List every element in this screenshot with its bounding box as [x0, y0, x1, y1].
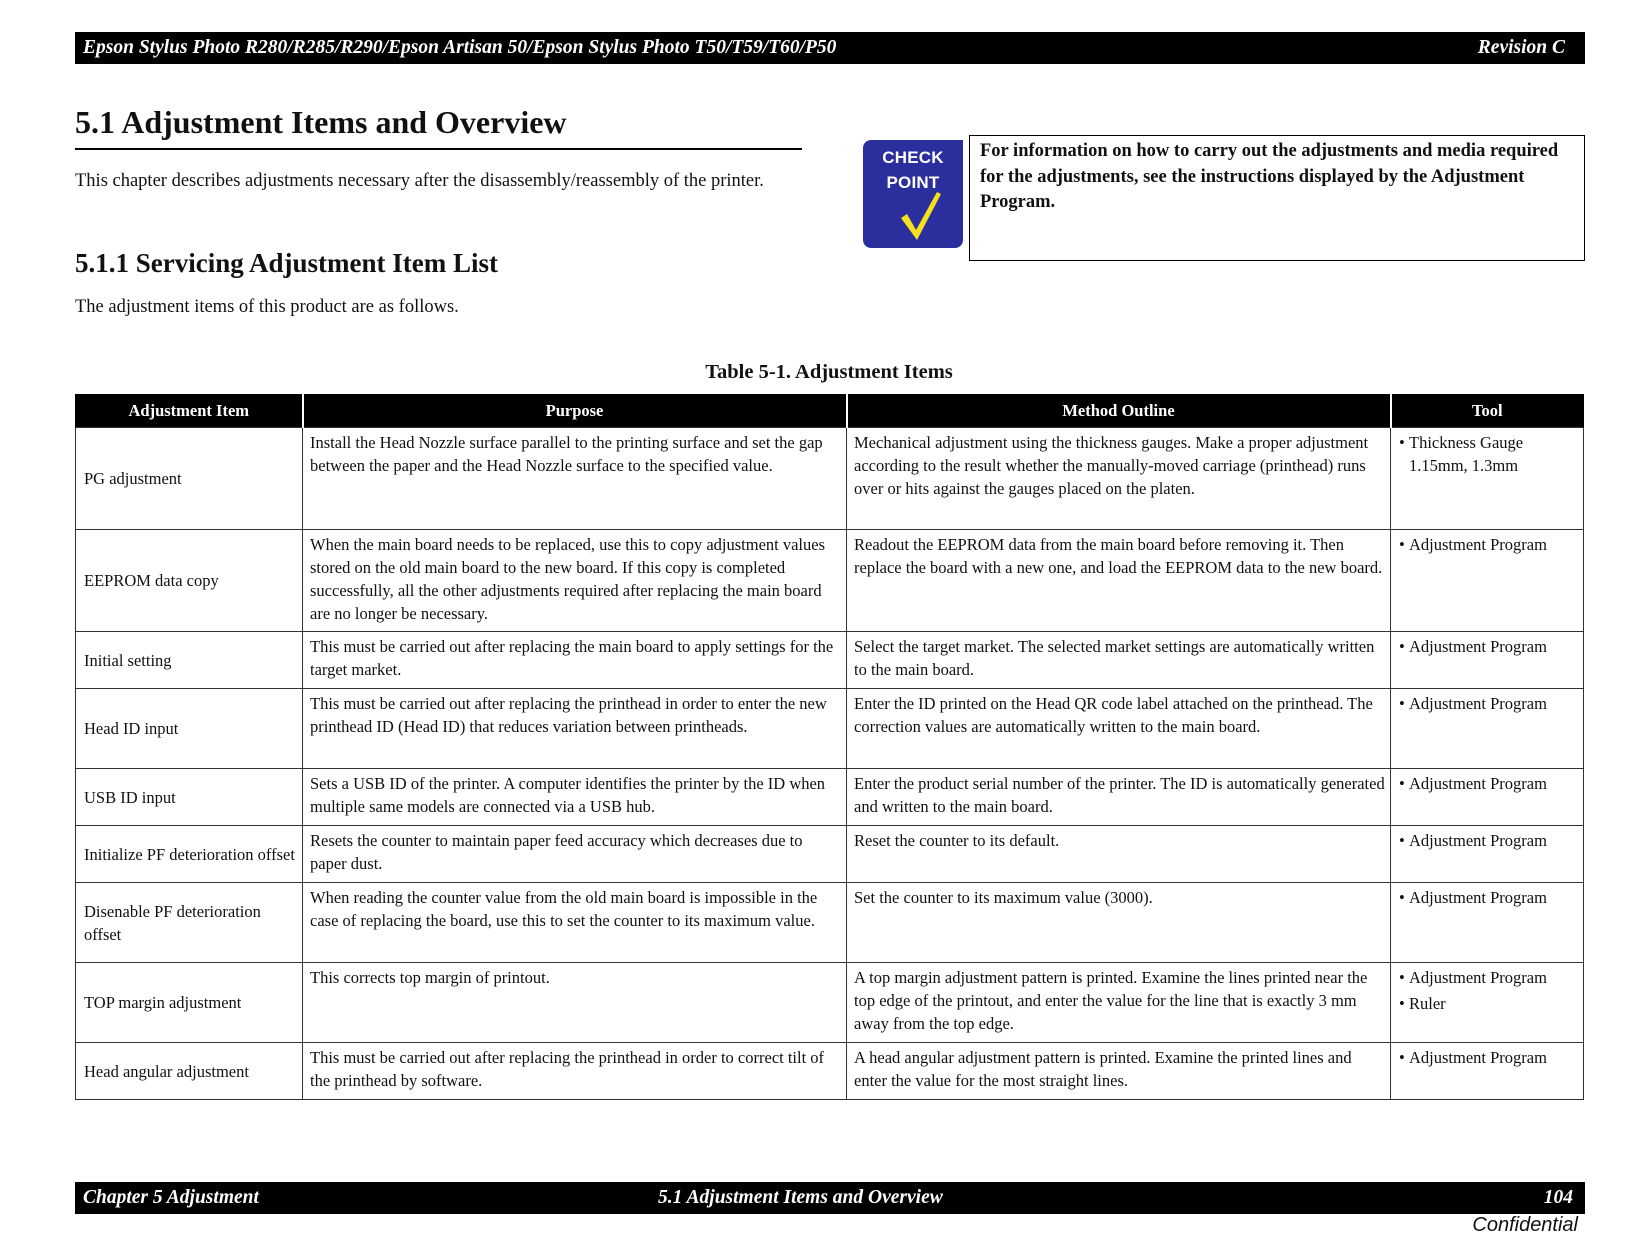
footer-chapter: Chapter 5 Adjustment: [83, 1187, 259, 1208]
table-row: [76, 769, 1584, 826]
tool-item: • Adjustment Program: [1395, 772, 1579, 795]
cell-tool: [1391, 826, 1584, 883]
cell-item: Head ID input: [76, 689, 303, 769]
cell-purpose: Resets the counter to maintain paper feed accuracy which decreases due to paper dust.: [303, 826, 847, 883]
cell-method: Enter the ID printed on the Head QR code label attached on the printhead. The correction values are automatically written to the main board.: [847, 689, 1391, 769]
cell-purpose: When the main board needs to be replaced, use this to copy adjustment values stored on the old main board to the new board. If this copy is completed successfully, all the other adjustments required after replacing the main board are no longer be necessary.: [303, 530, 847, 632]
page-number: 104: [1543, 1187, 1573, 1208]
cell-method: A head angular adjustment pattern is printed. Examine the printed lines and enter the value for the most straight lines.: [847, 1043, 1391, 1100]
cell-tool: [1391, 1043, 1584, 1100]
cell-item: Initial setting: [76, 632, 303, 689]
cell-purpose: This corrects top margin of printout.: [303, 963, 847, 1043]
table-row: [76, 1043, 1584, 1100]
table-row: [76, 883, 1584, 963]
cell-tool: [1391, 689, 1584, 769]
checkpoint-icon: [863, 140, 963, 248]
column-header-item: Adjustment Item: [76, 394, 303, 428]
tool-item: • Adjustment Program: [1395, 966, 1579, 989]
document-title: Epson Stylus Photo R280/R285/R290/Epson Artisan 50/Epson Stylus Photo T50/T59/T60/P50: [83, 37, 837, 58]
cell-item: Disenable PF deterioration offset: [76, 883, 303, 963]
tool-item: • Adjustment Program: [1395, 1046, 1579, 1069]
subsection-lead: The adjustment items of this product are as follows.: [75, 297, 459, 317]
table-header-row: [76, 394, 1584, 428]
column-header-method: Method Outline: [847, 394, 1391, 428]
checkpoint-note: For information on how to carry out the adjustments and media required for the adjustments, see the instructions displayed by the Adjustment Program.: [969, 135, 1585, 261]
section-title: 5.1 Adjustment Items and Overview: [75, 104, 802, 150]
footer-section: 5.1 Adjustment Items and Overview: [658, 1187, 943, 1208]
checkpoint-label-line1: CHECK: [882, 148, 944, 167]
page-header: [75, 32, 1585, 64]
cell-tool: [1391, 769, 1584, 826]
tool-item: • Thickness Gauge 1.15mm, 1.3mm: [1395, 431, 1579, 477]
tool-item: • Adjustment Program: [1395, 829, 1579, 852]
cell-method: A top margin adjustment pattern is printed. Examine the lines printed near the top edge of the printout, and enter the value for the line that is exactly 3 mm away from the top edge.: [847, 963, 1391, 1043]
cell-tool: [1391, 428, 1584, 530]
cell-purpose: This must be carried out after replacing the printhead in order to enter the new printhead ID (Head ID) that reduces variation between printheads.: [303, 689, 847, 769]
column-header-purpose: Purpose: [303, 394, 847, 428]
checkmark-icon: [899, 190, 943, 242]
cell-purpose: Install the Head Nozzle surface parallel to the printing surface and set the gap between the paper and the Head Nozzle surface to the specified value.: [303, 428, 847, 530]
table-row: [76, 826, 1584, 883]
section-intro: This chapter describes adjustments necessary after the disassembly/reassembly of the printer.: [75, 171, 764, 191]
cell-tool: [1391, 530, 1584, 632]
table-row: [76, 530, 1584, 632]
cell-method: Enter the product serial number of the printer. The ID is automatically generated and written to the main board.: [847, 769, 1391, 826]
cell-method: Reset the counter to its default.: [847, 826, 1391, 883]
table-row: [76, 689, 1584, 769]
cell-tool: [1391, 883, 1584, 963]
revision-label: Revision C: [1477, 37, 1565, 58]
cell-method: Mechanical adjustment using the thickness gauges. Make a proper adjustment according to the result whether the manually-moved carriage (printhead) runs over or hits against the gauges placed on the platen.: [847, 428, 1391, 530]
table-row: [76, 428, 1584, 530]
cell-method: Readout the EEPROM data from the main board before removing it. Then replace the board with a new one, and load the EEPROM data to the new board.: [847, 530, 1391, 632]
checkpoint-label-line2: POINT: [886, 173, 940, 192]
table-row: [76, 632, 1584, 689]
cell-purpose: This must be carried out after replacing the printhead in order to correct tilt of the printhead by software.: [303, 1043, 847, 1100]
adjustment-items-table: [75, 394, 1584, 1100]
cell-purpose: When reading the counter value from the old main board is impossible in the case of replacing the board, use this to set the counter to its maximum value.: [303, 883, 847, 963]
cell-item: TOP margin adjustment: [76, 963, 303, 1043]
cell-purpose: This must be carried out after replacing the main board to apply settings for the target market.: [303, 632, 847, 689]
cell-item: Head angular adjustment: [76, 1043, 303, 1100]
cell-item: Initialize PF deterioration offset: [76, 826, 303, 883]
cell-tool: [1391, 632, 1584, 689]
column-header-tool: Tool: [1391, 394, 1584, 428]
subsection-title: 5.1.1 Servicing Adjustment Item List: [75, 248, 498, 278]
cell-tool: [1391, 963, 1584, 1043]
cell-purpose: Sets a USB ID of the printer. A computer identifies the printer by the ID when multiple same models are connected via a USB hub.: [303, 769, 847, 826]
cell-item: USB ID input: [76, 769, 303, 826]
cell-item: PG adjustment: [76, 428, 303, 530]
tool-item: • Adjustment Program: [1395, 692, 1579, 715]
table-row: [76, 963, 1584, 1043]
cell-method: Select the target market. The selected market settings are automatically written to the main board.: [847, 632, 1391, 689]
tool-item: • Ruler: [1395, 992, 1579, 1015]
page-footer: [75, 1182, 1585, 1214]
table-caption: Table 5-1. Adjustment Items: [705, 361, 953, 383]
tool-item: • Adjustment Program: [1395, 886, 1579, 909]
cell-method: Set the counter to its maximum value (3000).: [847, 883, 1391, 963]
tool-item: • Adjustment Program: [1395, 635, 1579, 658]
cell-item: EEPROM data copy: [76, 530, 303, 632]
tool-item: • Adjustment Program: [1395, 533, 1579, 556]
confidential-label: Confidential: [1472, 1214, 1578, 1236]
